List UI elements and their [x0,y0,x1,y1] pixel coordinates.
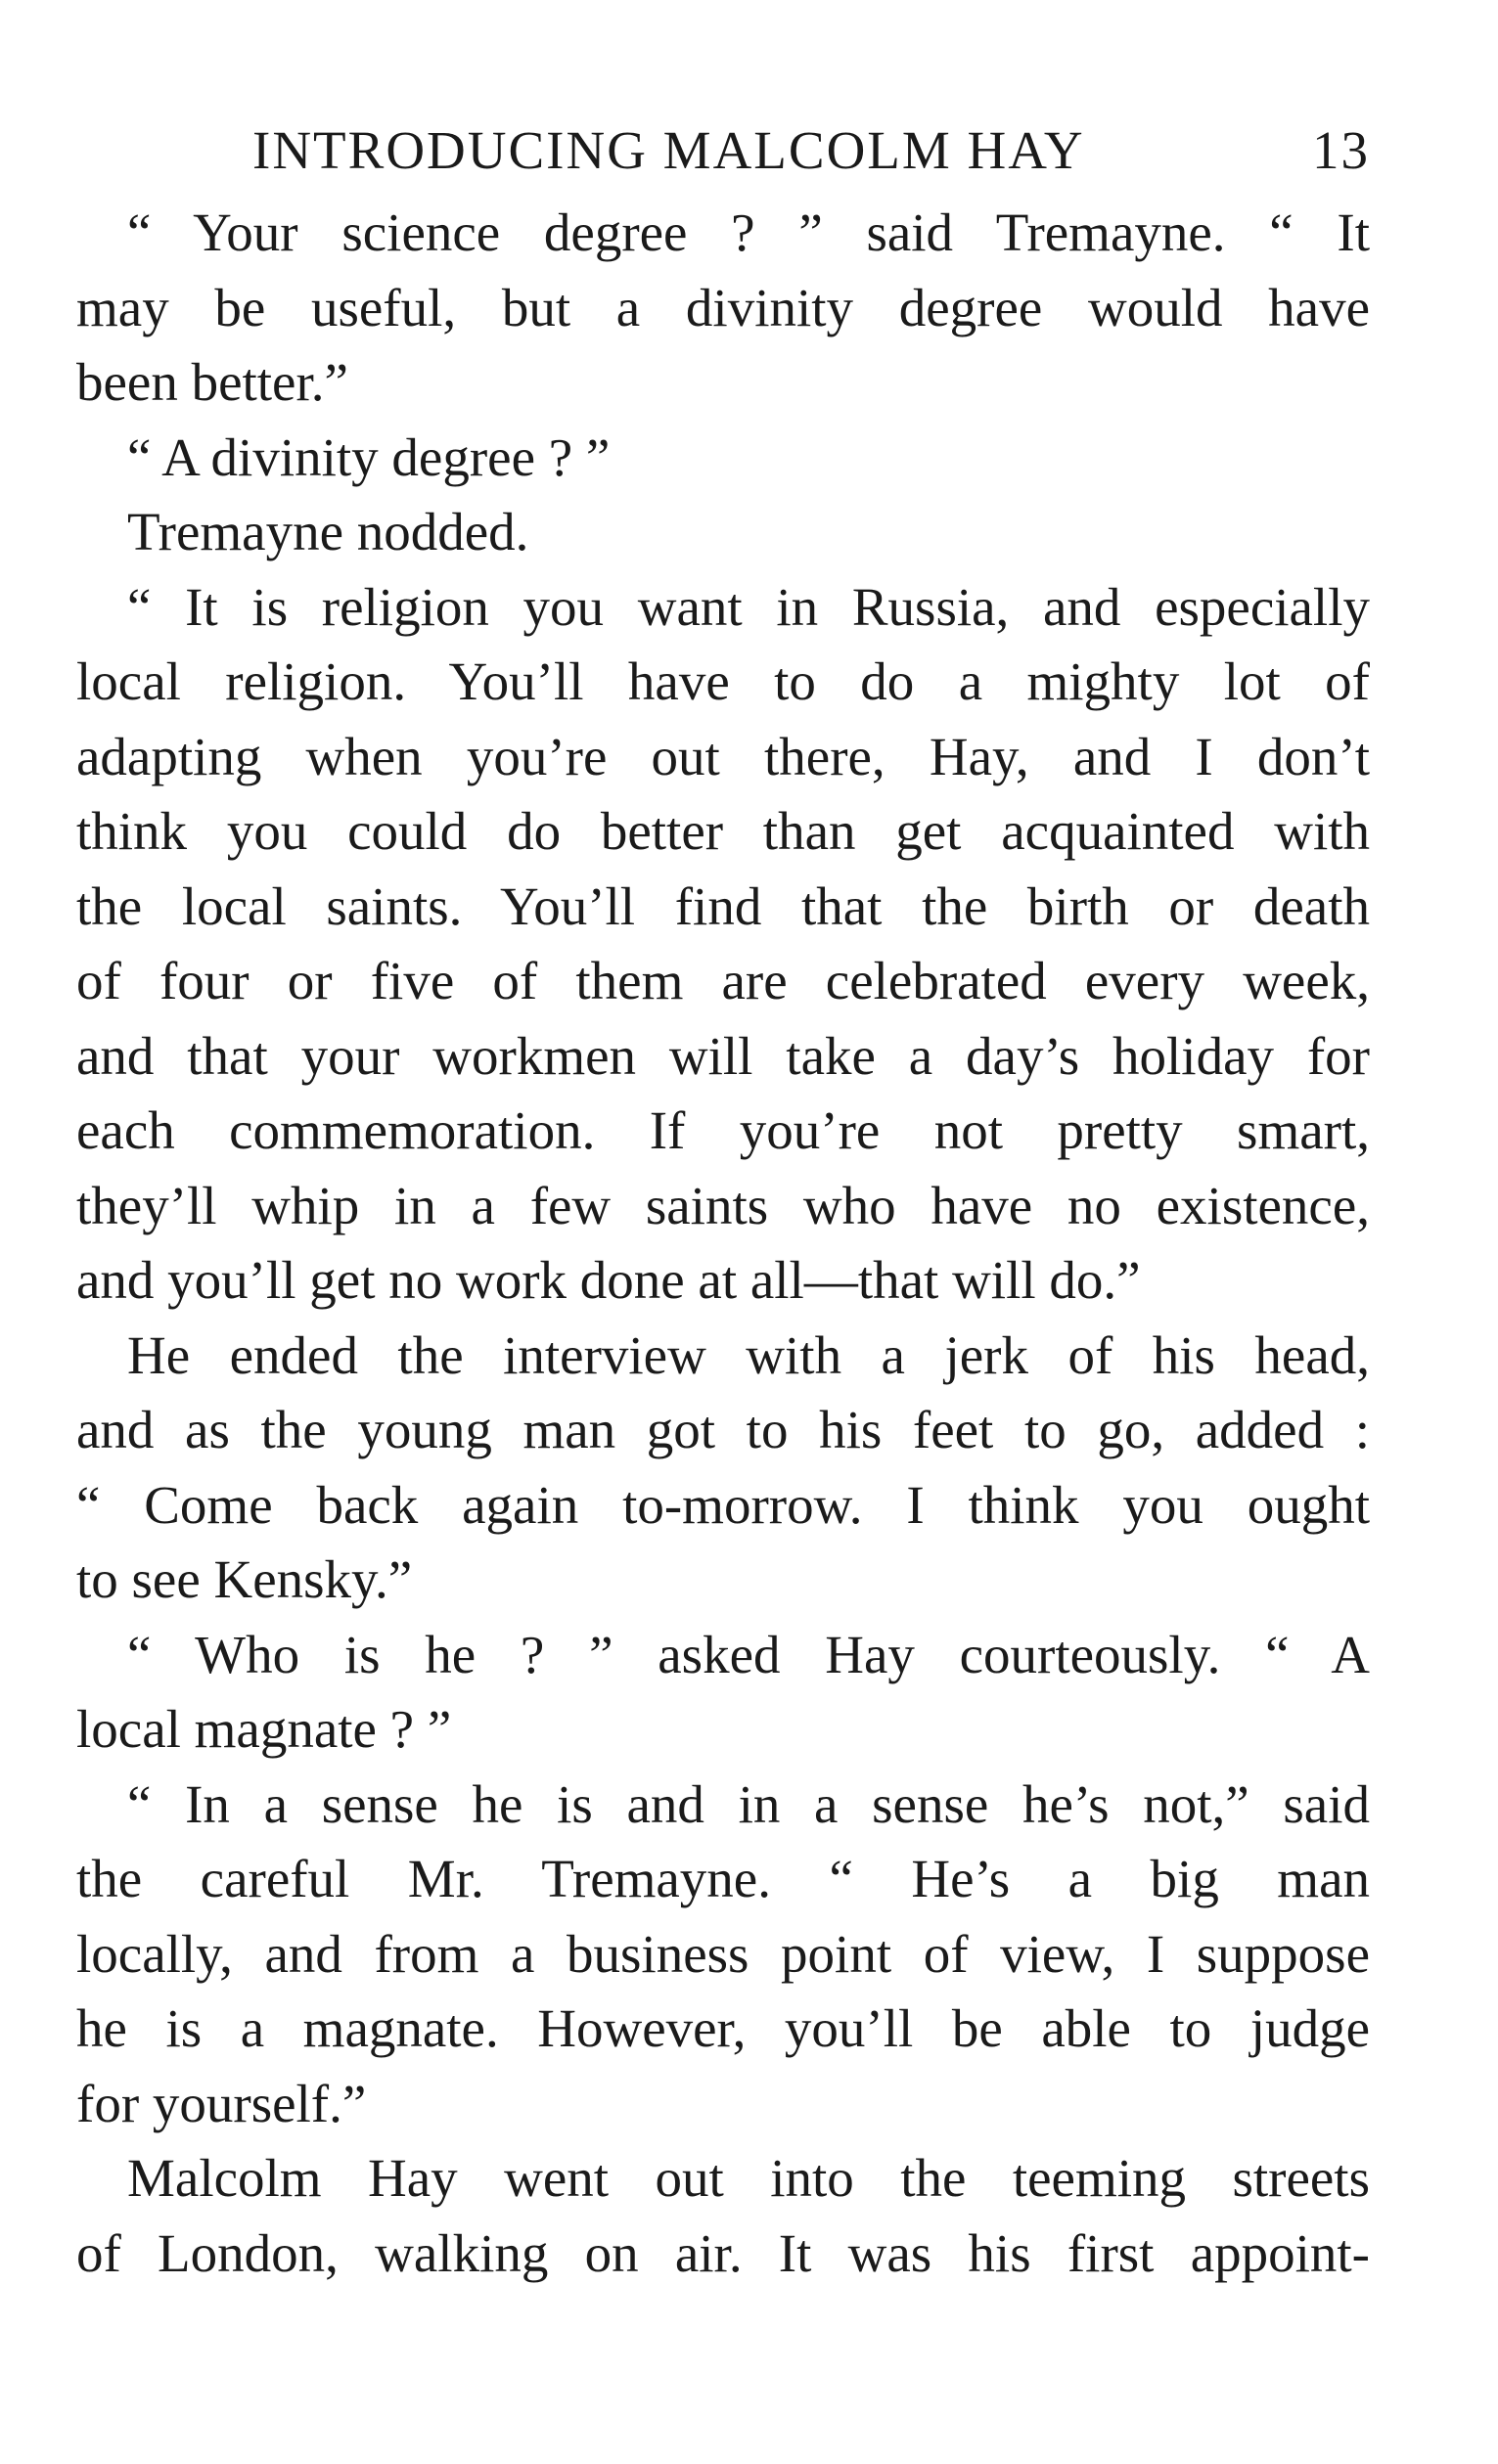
text-line: “ Come back again to-morrow. I think you ought [76,1474,1370,1535]
text-line: to see Kensky.” [76,1549,413,1609]
running-title: INTRODUCING MALCOLM HAY [252,120,1085,180]
text-line: “ Your science degree ? ” said Tremayne. “ It [127,202,1370,262]
text-line: Tremayne nodded. [127,502,529,561]
text-line: been better.” [76,352,348,412]
text-line: think you could do better than get acquainted with [76,801,1370,861]
text-line: “ In a sense he is and in a sense he’s not,” said [127,1773,1370,1834]
text-line: adapting when you’re out there, Hay, and I don’t [76,726,1370,786]
text-line: “ It is religion you want in Russia, and especially [127,576,1370,637]
text-line: and that your workmen will take a day’s holiday for [76,1025,1370,1086]
text-line: locally, and from a business point of view, I suppose [76,1923,1370,1984]
body-text [76,196,1370,2291]
page-number: 13 [1312,120,1370,180]
text-line: of four or five of them are celebrated every week, [76,951,1370,1010]
text-line: may be useful, but a divinity degree would have [76,277,1370,337]
running-head [76,115,1370,186]
text-line: for yourself.” [76,2073,367,2133]
text-line: “ Who is he ? ” asked Hay courteously. “ A [127,1624,1370,1684]
text-line: of London, walking on air. It was his first appoint- [76,2222,1370,2283]
text-line: He ended the interview with a jerk of his head, [127,1324,1370,1385]
text-line: local magnate ? ” [76,1699,452,1759]
text-line: Malcolm Hay went out into the teeming streets [127,2148,1370,2208]
text-line: he is a magnate. However, you’ll be able to judge [76,1998,1370,2058]
text-line: each commemoration. If you’re not pretty smart, [76,1100,1370,1160]
text-line: and as the young man got to his feet to go, added : [76,1400,1370,1459]
text-line: the local saints. You’ll find that the birth or death [76,875,1370,936]
text-line: “ A divinity degree ? ” [127,426,611,487]
text-line: and you’ll get no work done at all—that will do.” [76,1250,1141,1310]
book-page [76,115,1370,2395]
text-line: the careful Mr. Tremayne. “ He’s a big man [76,1849,1370,1908]
text-line: they’ll whip in a few saints who have no existence, [76,1175,1370,1235]
text-line: local religion. You’ll have to do a mighty lot of [76,651,1370,711]
